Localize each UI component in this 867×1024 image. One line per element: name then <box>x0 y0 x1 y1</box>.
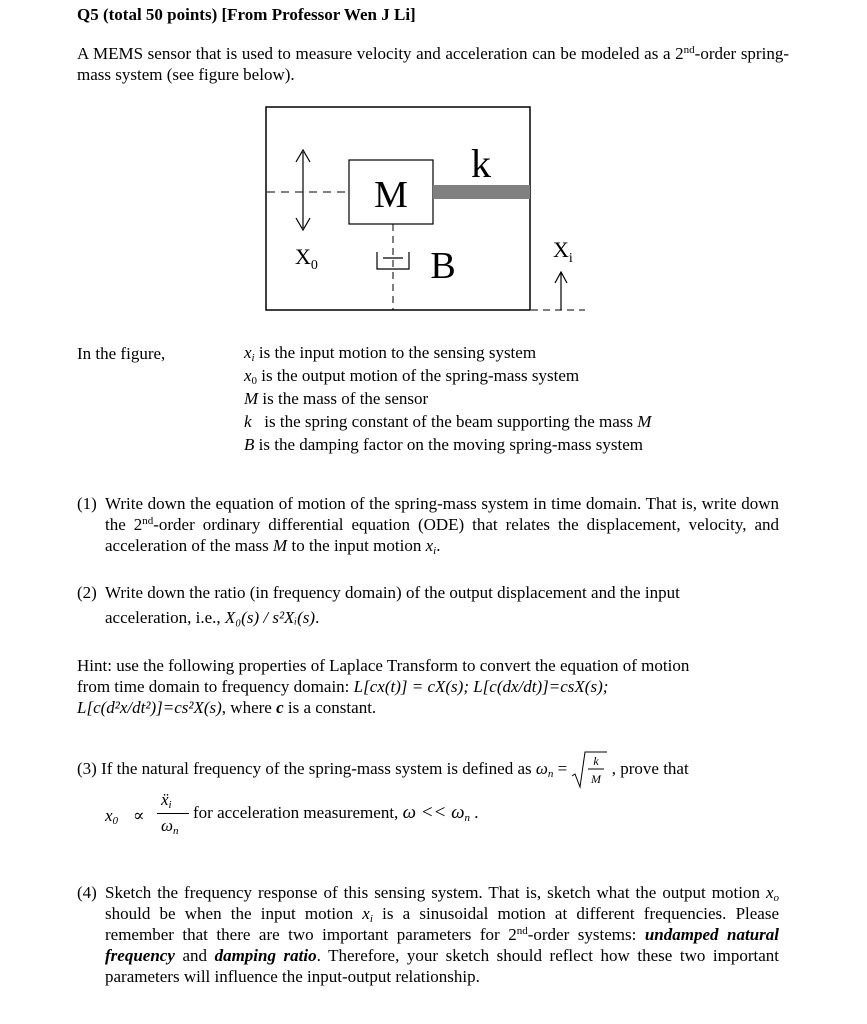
spring-label: k <box>471 141 491 186</box>
definitions-list <box>244 341 764 456</box>
q4-xo-symbol: x <box>765 883 774 902</box>
q4-xo-sub: o <box>773 892 779 904</box>
question-number: (4) <box>77 883 97 902</box>
q4-sup: nd <box>516 925 528 937</box>
hint-line-3 <box>77 697 779 718</box>
q1-mass-symbol: M <box>273 536 288 555</box>
definition-text: is the output motion of the spring-mass system <box>257 366 580 385</box>
hint-tail: is a constant. <box>283 698 377 717</box>
q3-text: If the natural frequency of the spring-mass system is defined as <box>101 758 536 778</box>
proportionality-expression <box>105 785 585 845</box>
q2-expression: X₀(s) / s²Xᵢ(s) <box>224 608 316 627</box>
q3-tail: , prove that <box>611 758 689 778</box>
q4-text-b: should be when the input motion <box>105 904 363 923</box>
condition-sub: n <box>464 812 471 824</box>
question-title: Q5 (total 50 points) [From Professor Wen J Li] <box>77 5 416 24</box>
output-motion-sub: 0 <box>310 258 318 273</box>
input-motion-sub: i <box>568 251 573 266</box>
definition-item <box>244 364 764 387</box>
prop-text <box>193 802 479 823</box>
intro-sup: nd <box>683 44 695 56</box>
q4-text-a: Sketch the frequency response of this sensing system. That is, sketch what the output motion <box>105 883 766 902</box>
mass-label: M <box>374 174 408 216</box>
definition-symbol: x <box>244 366 252 385</box>
q1-xi-sub: i <box>433 545 437 557</box>
question-4-text <box>105 882 779 987</box>
q4-xi-symbol: x <box>362 904 370 923</box>
q2-line-2 <box>105 607 779 628</box>
q4-text-c: is a sinusoidal motion at different frequencies. Please remember that there are two important parameters for 2 <box>105 904 779 944</box>
q3-omega-sub: n <box>547 767 554 780</box>
proportional-icon: ∝ <box>133 806 145 825</box>
hint-constant: c <box>276 698 284 717</box>
q4-text-f: and <box>174 946 215 965</box>
q2-end: . <box>315 608 320 627</box>
definition-item <box>244 410 764 433</box>
question-4 <box>77 882 779 987</box>
q4-text-g: . Therefore, your sketch should reflect how these two important parameters will influence the input-output relationship. <box>105 946 780 986</box>
q3-equals: = <box>553 758 572 778</box>
input-motion-symbol: X <box>553 237 569 262</box>
definition-mass-symbol: M <box>637 412 652 431</box>
q1-text-a: Write down the equation of motion of the spring-mass system in time domain. That is, write down the 2 <box>105 494 779 534</box>
prop-x0 <box>105 805 118 826</box>
definition-item <box>244 433 764 456</box>
intro-text-a: A MEMS sensor that is used to measure velocity and acceleration can be modeled as a 2 <box>77 44 684 63</box>
definition-text: is the mass of the sensor <box>258 389 429 408</box>
sqrt-symbol <box>571 750 607 790</box>
question-number: (3) <box>77 758 97 778</box>
spring-beam <box>433 185 530 199</box>
prop-den-sub: n <box>173 825 179 837</box>
hint-text: from time domain to frequency domain: <box>77 677 354 696</box>
output-motion-symbol: X <box>295 244 311 269</box>
q4-text-d: -order systems: <box>527 925 645 944</box>
prop-den-symbol: ω <box>161 816 174 835</box>
q2-line-1: Write down the ratio (in frequency domain) of the output displacement and the input <box>105 583 680 602</box>
definition-text: is the input motion to the sensing system <box>254 343 537 362</box>
q1-sup: nd <box>142 515 154 527</box>
hint-line-1: Hint: use the following properties of Laplace Transform to convert the equation of motion <box>77 656 690 675</box>
q3-omega: ω <box>535 758 548 778</box>
q4-xi-sub: i <box>369 913 373 925</box>
prop-denominator <box>161 815 179 836</box>
sqrt-expression <box>571 750 607 790</box>
definition-text: is the damping factor on the moving spring-mass system <box>254 435 643 454</box>
question-1-text <box>105 493 779 556</box>
sqrt-numerator: k <box>593 754 600 768</box>
question-number: (1) <box>77 494 97 513</box>
definition-item <box>244 341 764 364</box>
definition-symbol: B <box>244 435 255 454</box>
prop-description: for acceleration measurement, <box>193 803 403 822</box>
intro-paragraph <box>77 43 789 85</box>
q1-xi-symbol: x <box>425 536 434 555</box>
question-3 <box>77 750 779 790</box>
condition-expression: ω << ω <box>402 802 465 823</box>
hint-where: , where <box>221 698 277 717</box>
spring-mass-figure <box>265 106 585 316</box>
definitions-heading: In the figure, <box>77 344 166 363</box>
prop-x0-sub: 0 <box>112 815 119 827</box>
sqrt-denominator: M <box>591 772 602 786</box>
definition-item <box>244 387 764 410</box>
question-2 <box>77 582 779 628</box>
prop-numerator <box>161 789 172 810</box>
q2-text: acceleration, i.e., <box>105 608 225 627</box>
definition-sub: 0 <box>251 375 258 387</box>
question-number: (2) <box>77 583 97 602</box>
q4-emphasis-damping-ratio: damping ratio <box>214 946 317 965</box>
prop-x0-symbol: x <box>105 806 113 825</box>
fraction-bar <box>157 813 189 814</box>
hint-line-2 <box>77 676 779 697</box>
condition-end: . <box>470 803 479 822</box>
damper-label: B <box>430 245 456 287</box>
prop-num-sub: i <box>168 799 172 811</box>
hint-equation-1: L[cx(t)] = cX(s); L[c(dx/dt)]=csX(s); <box>353 677 609 696</box>
hint-paragraph <box>77 655 779 718</box>
input-motion-label <box>553 237 573 266</box>
definition-symbol: M <box>244 389 259 408</box>
definition-text: is the spring constant of the beam supporting the mass <box>251 412 638 431</box>
prop-num-symbol: ẍ <box>161 790 169 809</box>
q1-text-b: -order ordinary differential equation (ODE) that relates the displacement, velocity, and acceleration of the mass <box>105 515 779 555</box>
q1-text-c: to the input motion <box>287 536 426 555</box>
hint-equation-2: L[c(d²x/dt²)]=cs²X(s) <box>77 698 222 717</box>
q4-emphasis-natural-frequency: undamped natural frequency <box>105 925 779 965</box>
definition-sub: i <box>251 352 255 364</box>
question-1 <box>77 493 779 556</box>
q1-end: . <box>436 536 441 555</box>
definition-symbol: x <box>244 343 252 362</box>
definition-symbol: k <box>244 412 252 431</box>
output-motion-label <box>295 244 318 273</box>
intro-text-b: -order spring-mass system (see figure below). <box>77 44 789 84</box>
